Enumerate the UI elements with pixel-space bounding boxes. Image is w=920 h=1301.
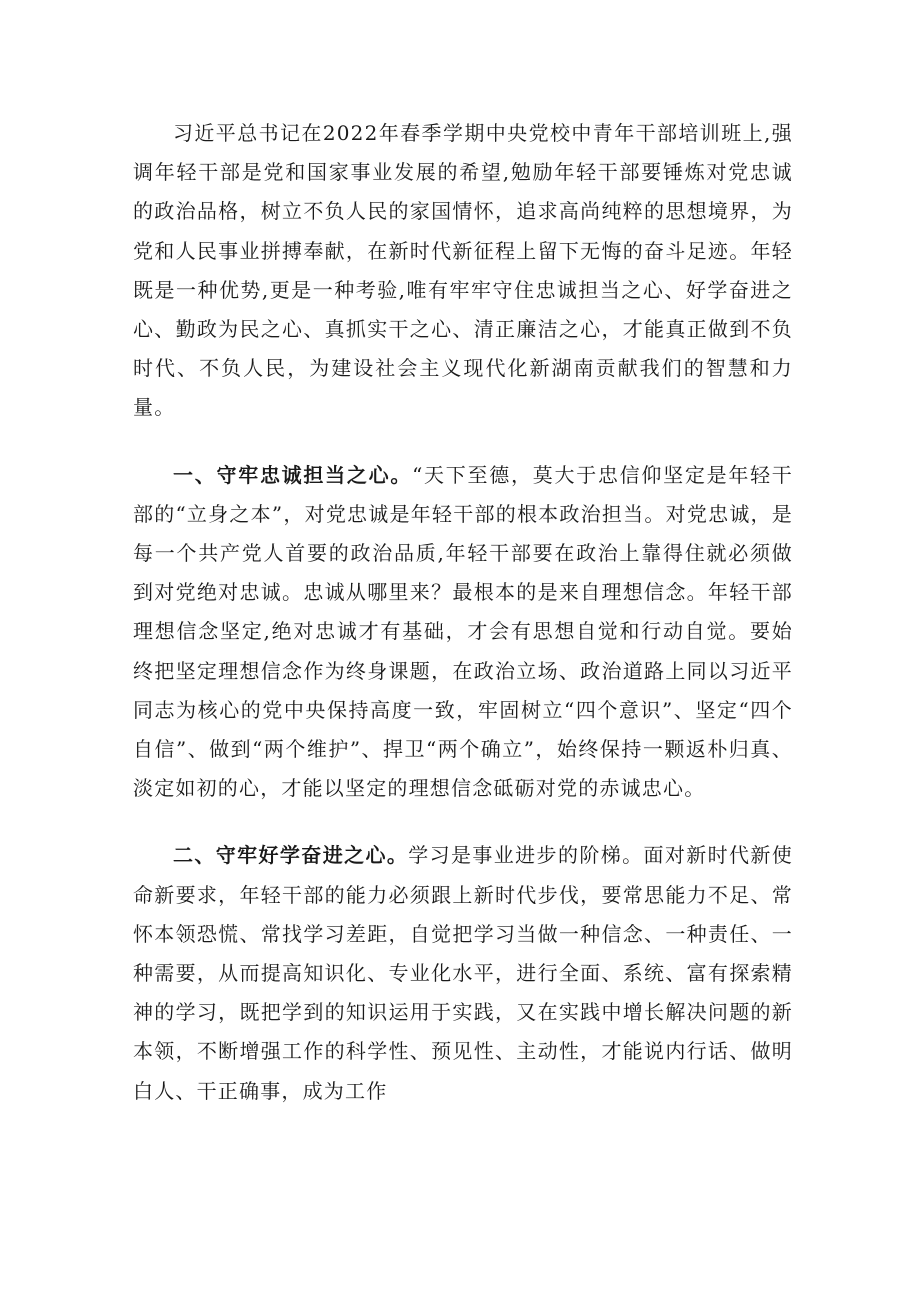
section-two-heading: 二、守牢好学奋进之心。 — [173, 843, 409, 868]
section-one-heading: 一、守牢忠诚担当之心。 — [173, 462, 413, 487]
section-one-paragraph — [133, 456, 793, 809]
paragraph-text: “天下至德，莫大于忠信仰坚定是年轻干部的“立身之本”，对党忠诚是年轻干部的根本政治担当。对党忠诚，是每一个共产党人首要的政治品质,年轻干部要在政治上靠得住就必须做到对党绝对忠诚。忠诚从哪里来？最根本的是来自理想信念。年轻干部理想信念坚定,绝对忠诚才有基础，才会有思想自觉和行动自觉。要始终把坚定理想信念作为终身课题，在政治立场、政治道路上同以习近平同志为核心的党中央保持高度一致，牢固树立“四个意识”、坚定“四个自信”、做到“两个维护”、捍卫“两个确立”，始终保持一颗返朴归真、淡定如初的心，才能以坚定的理想信念砥砺对党的赤诚忠心。 — [133, 462, 794, 801]
paragraph-text: 学习是事业进步的阶梯。面对新时代新使命新要求，年轻干部的能力必须跟上新时代步伐，要常思能力不足、常怀本领恐慌、常找学习差距，自觉把学习当做一种信念、一种责任、一种需要，从而提高知识化、专业化水平，进行全面、系统、富有探索精神的学习，既把学到的知识运用于实践，又在实践中增长解决问题的新本领，不断增强工作的科学性、预见性、主动性，才能说内行话、做明白人、干正确事，成为工作 — [133, 843, 793, 1103]
section-two-paragraph — [133, 836, 793, 1110]
paragraph-text: 习近平总书记在2022年春季学期中央党校中青年干部培训班上,强调年轻干部是党和国家事业发展的希望,勉励年轻干部要锤炼对党忠诚的政治品格，树立不负人民的家国情怀，追求高尚纯粹的思想境界，为党和人民事业拼搏奉献，在新时代新征程上留下无悔的奋斗足迹。年轻既是一种优势,更是一种考验,唯有牢牢守住忠诚担当之心、好学奋进之心、勤政为民之心、真抓实干之心、清正廉洁之心，才能真正做到不负时代、不负人民，为建设社会主义现代化新湖南贡献我们的智慧和力量。 — [133, 121, 793, 420]
document-body — [133, 114, 793, 1111]
intro-paragraph — [133, 114, 793, 428]
